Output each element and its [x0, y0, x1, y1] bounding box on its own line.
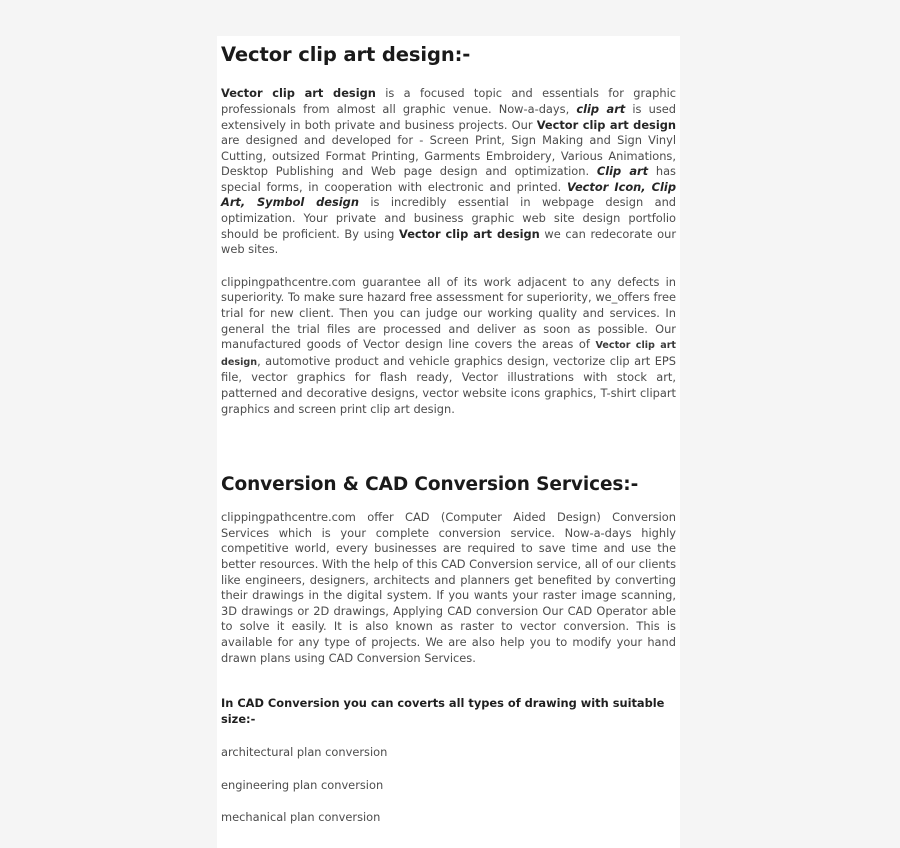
emphasis-text: Vector clip art design [536, 117, 676, 132]
paragraph-cad-conversion: clippingpathcentre.com offer CAD (Computer Aided Design) Conversion Services which is your complete conversion service. Now-a-days highly competitive world, every businesses are required to save time and use the better resources. With the help of this CAD Conversion service, all of our clients like engineers, designers, architects and planners get benefited by converting their drawings in the digital system. If you wants your raster image scanning, 3D drawings or 2D drawings, Applying CAD conversion Our CAD Operator able to solve it easily. It is also known as raster to vector conversion. This is available for any type of projects. We are also help you to modify your hand drawn plans using CAD Conversion Services. [221, 510, 676, 665]
conversion-type-list [221, 727, 676, 826]
article-content-block [217, 36, 680, 848]
emphasis-text: Vector clip art design [399, 226, 540, 241]
emphasis-text: Vector clip art design [221, 86, 376, 101]
emphasis-text: clip art [576, 101, 626, 116]
emphasis-text: Clip art [596, 164, 649, 179]
list-item: mechanical plan conversion [221, 810, 381, 825]
paragraph-vector-clip-art: Vector clip art design is a focused topic and essentials for graphic professionals from almost all graphic venue. Now-a-days, clip art is used extensively in both private and business projects. Our Vector clip art design are designed and developed for - Screen Print, Sign Making and Sign Vinyl Cutting, outsized Format Printing, Garments Embroidery, Various Animations, Desktop Publishing and Web page design and optimization. Clip art has special forms, in cooperation with electronic and printed. Vector Icon, Clip Art, Symbol design is incredibly essential in webpage design and optimization. Your private and business graphic web site design portfolio should be proficient. By using Vector clip art design we can redecorate our web sites. [221, 86, 677, 257]
section-heading-cad-conversion: Conversion & CAD Conversion Services:- [221, 474, 639, 496]
emphasis-text: Vector clip art design [221, 340, 677, 368]
list-item: architectural plan conversion [221, 745, 388, 760]
bottom-padding [221, 826, 676, 848]
page-title: Vector clip art design:- [221, 43, 471, 66]
subheading-cad-sizes: In CAD Conversion you can coverts all types of drawing with suitable size:- [221, 696, 665, 726]
content-spacer [221, 417, 676, 469]
emphasis-text: Vector Icon, Clip Art, Symbol design [221, 179, 676, 210]
paragraph-guarantee: clippingpathcentre.com guarantee all of its work adjacent to any defects in superiority. To make sure hazard free assessment for superiority, we_offers free trial for new client. Then you can judge our working quality and services. In general the trial files are processed and deliver as soon as possible. Our manufactured goods of Vector design line covers the areas of Vector clip art design, automotive product and vehicle graphics design, vectorize clip art EPS file, vector graphics for flash ready, Vector illustrations with stock art, patterned and decorative designs, vector website icons graphics, T-shirt clipart graphics and screen print clip art design. [221, 274, 677, 416]
list-item: engineering plan conversion [221, 777, 384, 792]
